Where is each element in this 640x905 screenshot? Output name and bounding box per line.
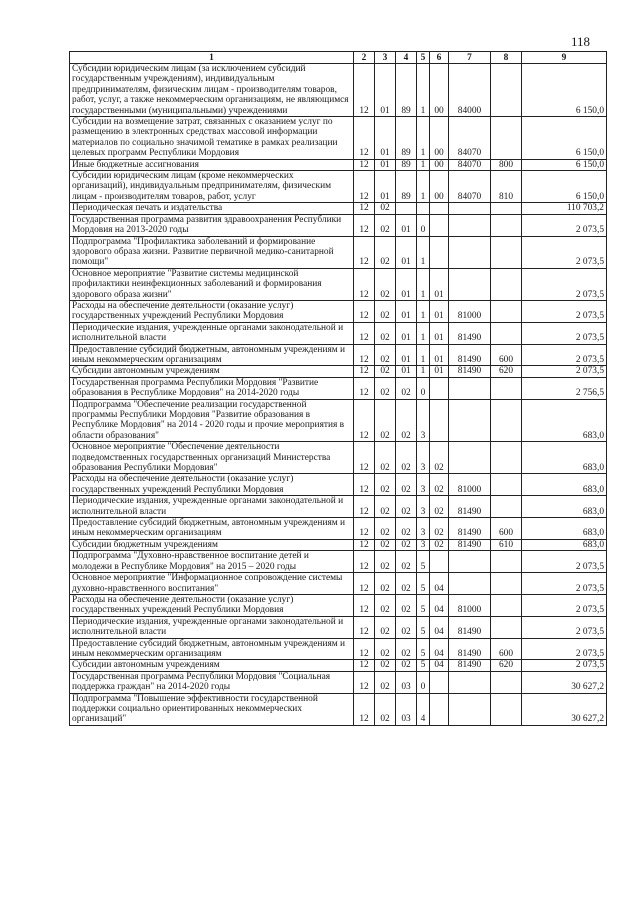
- row-description: Основное мероприятие "Развитие системы медицинской профилактики неинфекционных заболеваний и формирования здорового образа жизни": [70, 268, 354, 300]
- amount-value: 2 073,5: [522, 344, 607, 366]
- section-code: 12: [354, 399, 375, 442]
- column-header: 6: [430, 52, 449, 64]
- activity-code: [430, 236, 449, 268]
- row-description: Подпрограмма "Обеспечение реализации государственной программы Республики Мордовия "Развитие образования в Республике Мордовия" на 2014 - 2020 годы и прочие мероприятия в области образования": [70, 399, 354, 442]
- program-code: 01: [396, 344, 417, 366]
- row-description: Субсидии юридическим лицам (кроме некоммерческих организаций), индивидуальным предпринимателям, физическим лицам - производителям товаров, работ, услуг: [70, 171, 354, 203]
- activity-code: 04: [430, 594, 449, 616]
- expense-code: 81000: [449, 300, 491, 322]
- type-code: [491, 594, 522, 616]
- subsection-code: 01: [375, 159, 396, 170]
- subprogram-code: 5: [417, 573, 430, 595]
- page-number: 118: [571, 34, 591, 49]
- section-code: 12: [354, 64, 375, 117]
- expense-code: 81000: [449, 594, 491, 616]
- activity-code: 01: [430, 366, 449, 377]
- expense-code: [449, 693, 491, 725]
- column-header: 9: [522, 52, 607, 64]
- table-row: [70, 551, 607, 573]
- expense-code: [449, 214, 491, 236]
- subprogram-code: 1: [417, 236, 430, 268]
- activity-code: [430, 203, 449, 214]
- table-row: [70, 693, 607, 725]
- expense-code: [449, 399, 491, 442]
- amount-value: 2 073,5: [522, 660, 607, 671]
- subprogram-code: 5: [417, 616, 430, 638]
- subsection-code: 02: [375, 214, 396, 236]
- program-code: 02: [396, 551, 417, 573]
- expense-code: [449, 573, 491, 595]
- amount-value: 683,0: [522, 474, 607, 496]
- row-description: Субсидии автономным учреждениям: [70, 366, 354, 377]
- subsection-code: 02: [375, 442, 396, 474]
- amount-value: 6 150,0: [522, 64, 607, 117]
- section-code: 12: [354, 268, 375, 300]
- section-code: 12: [354, 214, 375, 236]
- expense-code: [449, 551, 491, 573]
- program-code: 02: [396, 660, 417, 671]
- column-header: 2: [354, 52, 375, 64]
- row-description: Государственная программа Республики Мордовия "Социальная поддержка граждан" на 2014-2020 годы: [70, 671, 354, 693]
- expense-code: 84070: [449, 171, 491, 203]
- row-description: Иные бюджетные ассигнования: [70, 159, 354, 170]
- section-code: 12: [354, 539, 375, 550]
- expense-code: 81490: [449, 539, 491, 550]
- row-description: Периодические издания, учрежденные органами законодательной и исполнительной власти: [70, 322, 354, 344]
- expense-code: 84000: [449, 64, 491, 117]
- amount-value: 30 627,2: [522, 671, 607, 693]
- activity-code: 04: [430, 573, 449, 595]
- amount-value: 2 756,5: [522, 377, 607, 399]
- section-code: 12: [354, 693, 375, 725]
- amount-value: 2 073,5: [522, 268, 607, 300]
- table-row: [70, 322, 607, 344]
- section-code: 12: [354, 594, 375, 616]
- program-code: 02: [396, 518, 417, 540]
- section-code: 12: [354, 117, 375, 160]
- type-code: [491, 377, 522, 399]
- activity-code: 00: [430, 171, 449, 203]
- subprogram-code: 3: [417, 496, 430, 518]
- table-body: [70, 64, 607, 726]
- table-row: [70, 117, 607, 160]
- table-row: [70, 518, 607, 540]
- expense-code: 81490: [449, 660, 491, 671]
- program-code: 02: [396, 399, 417, 442]
- type-code: 600: [491, 638, 522, 660]
- column-header: 5: [417, 52, 430, 64]
- section-code: 12: [354, 496, 375, 518]
- row-description: Подпрограмма "Профилактика заболеваний и формирование здорового образа жизни. Развитие первичной медико-санитарной помощи": [70, 236, 354, 268]
- activity-code: 01: [430, 322, 449, 344]
- subprogram-code: 5: [417, 594, 430, 616]
- section-code: 12: [354, 616, 375, 638]
- amount-value: 2 073,5: [522, 322, 607, 344]
- table-row: [70, 496, 607, 518]
- activity-code: 02: [430, 518, 449, 540]
- row-description: Периодические издания, учрежденные органами законодательной и исполнительной власти: [70, 616, 354, 638]
- subprogram-code: 3: [417, 539, 430, 550]
- subsection-code: 02: [375, 268, 396, 300]
- section-code: 12: [354, 300, 375, 322]
- table-row: [70, 377, 607, 399]
- amount-value: 2 073,5: [522, 638, 607, 660]
- activity-code: 02: [430, 442, 449, 474]
- program-code: [396, 203, 417, 214]
- table-row: [70, 203, 607, 214]
- amount-value: 683,0: [522, 496, 607, 518]
- table-row: [70, 442, 607, 474]
- section-code: 12: [354, 442, 375, 474]
- type-code: [491, 496, 522, 518]
- type-code: [491, 616, 522, 638]
- row-description: Субсидии на возмещение затрат, связанных с оказанием услуг по размещению в электронных средствах массовой информации материалов по социально значимой тематике в рамках реализации целевых программ Республики Мордовия: [70, 117, 354, 160]
- row-description: Периодические издания, учрежденные органами законодательной и исполнительной власти: [70, 496, 354, 518]
- table-row: [70, 474, 607, 496]
- row-description: Субсидии автономным учреждениям: [70, 660, 354, 671]
- type-code: [491, 551, 522, 573]
- amount-value: 2 073,5: [522, 616, 607, 638]
- table-row: [70, 64, 607, 117]
- subprogram-code: 1: [417, 300, 430, 322]
- type-code: [491, 399, 522, 442]
- row-description: Подпрограмма "Повышение эффективности государственной поддержки социально ориентированных некоммерческих организаций": [70, 693, 354, 725]
- activity-code: 02: [430, 539, 449, 550]
- subsection-code: 02: [375, 693, 396, 725]
- amount-value: 6 150,0: [522, 171, 607, 203]
- row-description: Основное мероприятие "Информационное сопровождение системы духовно-нравственного воспитания": [70, 573, 354, 595]
- subprogram-code: 1: [417, 159, 430, 170]
- activity-code: 04: [430, 660, 449, 671]
- subsection-code: 02: [375, 638, 396, 660]
- subsection-code: 02: [375, 300, 396, 322]
- section-code: 12: [354, 638, 375, 660]
- subsection-code: 02: [375, 594, 396, 616]
- program-code: 02: [396, 594, 417, 616]
- amount-value: 6 150,0: [522, 117, 607, 160]
- subprogram-code: 4: [417, 693, 430, 725]
- expense-code: [449, 203, 491, 214]
- type-code: 620: [491, 660, 522, 671]
- expense-code: 81490: [449, 344, 491, 366]
- program-code: 89: [396, 159, 417, 170]
- type-code: [491, 474, 522, 496]
- amount-value: 30 627,2: [522, 693, 607, 725]
- activity-code: 04: [430, 638, 449, 660]
- table-row: [70, 660, 607, 671]
- table-row: [70, 171, 607, 203]
- row-description: Основное мероприятие "Обеспечение деятельности подведомственных государственных организаций Министерства образования Республики Мордовия": [70, 442, 354, 474]
- program-code: 02: [396, 442, 417, 474]
- activity-code: [430, 693, 449, 725]
- expense-code: 81000: [449, 474, 491, 496]
- expense-code: [449, 442, 491, 474]
- program-code: 89: [396, 171, 417, 203]
- program-code: 03: [396, 671, 417, 693]
- table-row: [70, 539, 607, 550]
- program-code: 03: [396, 693, 417, 725]
- expense-code: [449, 236, 491, 268]
- activity-code: 02: [430, 496, 449, 518]
- section-code: 12: [354, 518, 375, 540]
- amount-value: 683,0: [522, 442, 607, 474]
- amount-value: 2 073,5: [522, 594, 607, 616]
- expense-code: [449, 671, 491, 693]
- expense-code: 81490: [449, 616, 491, 638]
- program-code: 02: [396, 539, 417, 550]
- subsection-code: 02: [375, 616, 396, 638]
- subsection-code: 02: [375, 518, 396, 540]
- expense-code: 81490: [449, 518, 491, 540]
- program-code: 02: [396, 616, 417, 638]
- subprogram-code: 0: [417, 377, 430, 399]
- amount-value: 2 073,5: [522, 214, 607, 236]
- row-description: Предоставление субсидий бюджетным, автономным учреждениям и иным некоммерческим организациям: [70, 638, 354, 660]
- table-row: [70, 159, 607, 170]
- budget-table: [69, 51, 607, 726]
- type-code: [491, 268, 522, 300]
- activity-code: 01: [430, 344, 449, 366]
- subprogram-code: 1: [417, 171, 430, 203]
- program-code: 89: [396, 117, 417, 160]
- subprogram-code: 1: [417, 322, 430, 344]
- section-code: 12: [354, 366, 375, 377]
- type-code: 620: [491, 366, 522, 377]
- program-code: 01: [396, 214, 417, 236]
- amount-value: 2 073,5: [522, 551, 607, 573]
- table-row: [70, 268, 607, 300]
- amount-value: 2 073,5: [522, 573, 607, 595]
- row-description: Субсидии юридическим лицам (за исключением субсидий государственным учреждениям), индивидуальным предпринимателям, физическим лицам - производителям товаров, работ, услуг, а также некоммерческим организациям, не являющимся государственными (муниципальными) учреждениями: [70, 64, 354, 117]
- subprogram-code: 5: [417, 551, 430, 573]
- section-code: 12: [354, 474, 375, 496]
- subsection-code: 02: [375, 496, 396, 518]
- section-code: 12: [354, 671, 375, 693]
- type-code: [491, 214, 522, 236]
- table-header-row: [70, 52, 607, 64]
- type-code: [491, 64, 522, 117]
- subprogram-code: 3: [417, 442, 430, 474]
- type-code: [491, 573, 522, 595]
- section-code: 12: [354, 344, 375, 366]
- table-row: [70, 344, 607, 366]
- section-code: 12: [354, 377, 375, 399]
- activity-code: [430, 377, 449, 399]
- program-code: 01: [396, 366, 417, 377]
- row-description: Государственная программа развития здравоохранения Республики Мордовия на 2013-2020 годы: [70, 214, 354, 236]
- activity-code: [430, 671, 449, 693]
- subsection-code: 02: [375, 660, 396, 671]
- column-header: 1: [70, 52, 354, 64]
- program-code: 01: [396, 300, 417, 322]
- activity-code: [430, 399, 449, 442]
- subprogram-code: 3: [417, 518, 430, 540]
- amount-value: 683,0: [522, 518, 607, 540]
- table-row: [70, 616, 607, 638]
- expense-code: 84070: [449, 117, 491, 160]
- subprogram-code: 5: [417, 638, 430, 660]
- expense-code: 84070: [449, 159, 491, 170]
- program-code: 01: [396, 236, 417, 268]
- type-code: 810: [491, 171, 522, 203]
- subsection-code: 02: [375, 377, 396, 399]
- row-description: Расходы на обеспечение деятельности (оказание услуг) государственных учреждений Республики Мордовия: [70, 594, 354, 616]
- subprogram-code: 1: [417, 366, 430, 377]
- program-code: 02: [396, 474, 417, 496]
- section-code: 12: [354, 660, 375, 671]
- expense-code: 81490: [449, 638, 491, 660]
- table-row: [70, 638, 607, 660]
- activity-code: 01: [430, 268, 449, 300]
- subprogram-code: 5: [417, 660, 430, 671]
- program-code: 89: [396, 64, 417, 117]
- section-code: 12: [354, 203, 375, 214]
- amount-value: 683,0: [522, 399, 607, 442]
- subprogram-code: 0: [417, 214, 430, 236]
- section-code: 12: [354, 159, 375, 170]
- program-code: 02: [396, 377, 417, 399]
- type-code: [491, 300, 522, 322]
- activity-code: 00: [430, 117, 449, 160]
- row-description: Периодическая печать и издательства: [70, 203, 354, 214]
- table-row: [70, 573, 607, 595]
- column-header: 3: [375, 52, 396, 64]
- type-code: [491, 203, 522, 214]
- activity-code: 01: [430, 300, 449, 322]
- section-code: 12: [354, 551, 375, 573]
- subsection-code: 02: [375, 203, 396, 214]
- subsection-code: 02: [375, 322, 396, 344]
- subsection-code: 02: [375, 236, 396, 268]
- row-description: Субсидии бюджетным учреждениям: [70, 539, 354, 550]
- program-code: 02: [396, 496, 417, 518]
- amount-value: 683,0: [522, 539, 607, 550]
- type-code: [491, 693, 522, 725]
- table-row: [70, 671, 607, 693]
- subprogram-code: 1: [417, 64, 430, 117]
- subprogram-code: 1: [417, 344, 430, 366]
- type-code: [491, 671, 522, 693]
- column-header: 4: [396, 52, 417, 64]
- table-row: [70, 236, 607, 268]
- row-description: Расходы на обеспечение деятельности (оказание услуг) государственных учреждений Республики Мордовия: [70, 300, 354, 322]
- table-row: [70, 300, 607, 322]
- amount-value: 110 703,2: [522, 203, 607, 214]
- subprogram-code: 3: [417, 474, 430, 496]
- amount-value: 2 073,5: [522, 236, 607, 268]
- expense-code: 81490: [449, 366, 491, 377]
- expense-code: 81490: [449, 496, 491, 518]
- subsection-code: 02: [375, 539, 396, 550]
- type-code: [491, 236, 522, 268]
- activity-code: 02: [430, 474, 449, 496]
- type-code: 600: [491, 344, 522, 366]
- section-code: 12: [354, 171, 375, 203]
- program-code: 02: [396, 638, 417, 660]
- program-code: 02: [396, 573, 417, 595]
- subsection-code: 02: [375, 344, 396, 366]
- section-code: 12: [354, 573, 375, 595]
- activity-code: [430, 214, 449, 236]
- row-description: Государственная программа Республики Мордовия "Развитие образования в Республике Мордовия" на 2014-2020 годы: [70, 377, 354, 399]
- expense-code: [449, 268, 491, 300]
- row-description: Предоставление субсидий бюджетным, автономным учреждениям и иным некоммерческим организациям: [70, 518, 354, 540]
- subprogram-code: [417, 203, 430, 214]
- expense-code: [449, 377, 491, 399]
- subsection-code: 01: [375, 117, 396, 160]
- subprogram-code: 3: [417, 399, 430, 442]
- activity-code: [430, 551, 449, 573]
- row-description: Подпрограмма "Духовно-нравственное воспитание детей и молодежи в Республике Мордовия" на 2015 – 2020 годы: [70, 551, 354, 573]
- row-description: Расходы на обеспечение деятельности (оказание услуг) государственных учреждений Республики Мордовия: [70, 474, 354, 496]
- subprogram-code: 1: [417, 268, 430, 300]
- subsection-code: 02: [375, 366, 396, 377]
- subsection-code: 02: [375, 671, 396, 693]
- table-row: [70, 214, 607, 236]
- column-header: 8: [491, 52, 522, 64]
- expense-code: 81490: [449, 322, 491, 344]
- column-header: 7: [449, 52, 491, 64]
- subsection-code: 02: [375, 573, 396, 595]
- subprogram-code: 1: [417, 117, 430, 160]
- type-code: 610: [491, 539, 522, 550]
- activity-code: 04: [430, 616, 449, 638]
- program-code: 01: [396, 322, 417, 344]
- subsection-code: 02: [375, 474, 396, 496]
- type-code: 800: [491, 159, 522, 170]
- section-code: 12: [354, 236, 375, 268]
- row-description: Предоставление субсидий бюджетным, автономным учреждениям и иным некоммерческим организациям: [70, 344, 354, 366]
- activity-code: 00: [430, 159, 449, 170]
- subprogram-code: 0: [417, 671, 430, 693]
- section-code: 12: [354, 322, 375, 344]
- table-row: [70, 594, 607, 616]
- type-code: [491, 322, 522, 344]
- amount-value: 6 150,0: [522, 159, 607, 170]
- subsection-code: 01: [375, 64, 396, 117]
- subsection-code: 02: [375, 551, 396, 573]
- activity-code: 00: [430, 64, 449, 117]
- amount-value: 2 073,5: [522, 366, 607, 377]
- subsection-code: 02: [375, 399, 396, 442]
- amount-value: 2 073,5: [522, 300, 607, 322]
- type-code: [491, 442, 522, 474]
- type-code: [491, 117, 522, 160]
- subsection-code: 01: [375, 171, 396, 203]
- program-code: 01: [396, 268, 417, 300]
- type-code: 600: [491, 518, 522, 540]
- table-row: [70, 399, 607, 442]
- table-row: [70, 366, 607, 377]
